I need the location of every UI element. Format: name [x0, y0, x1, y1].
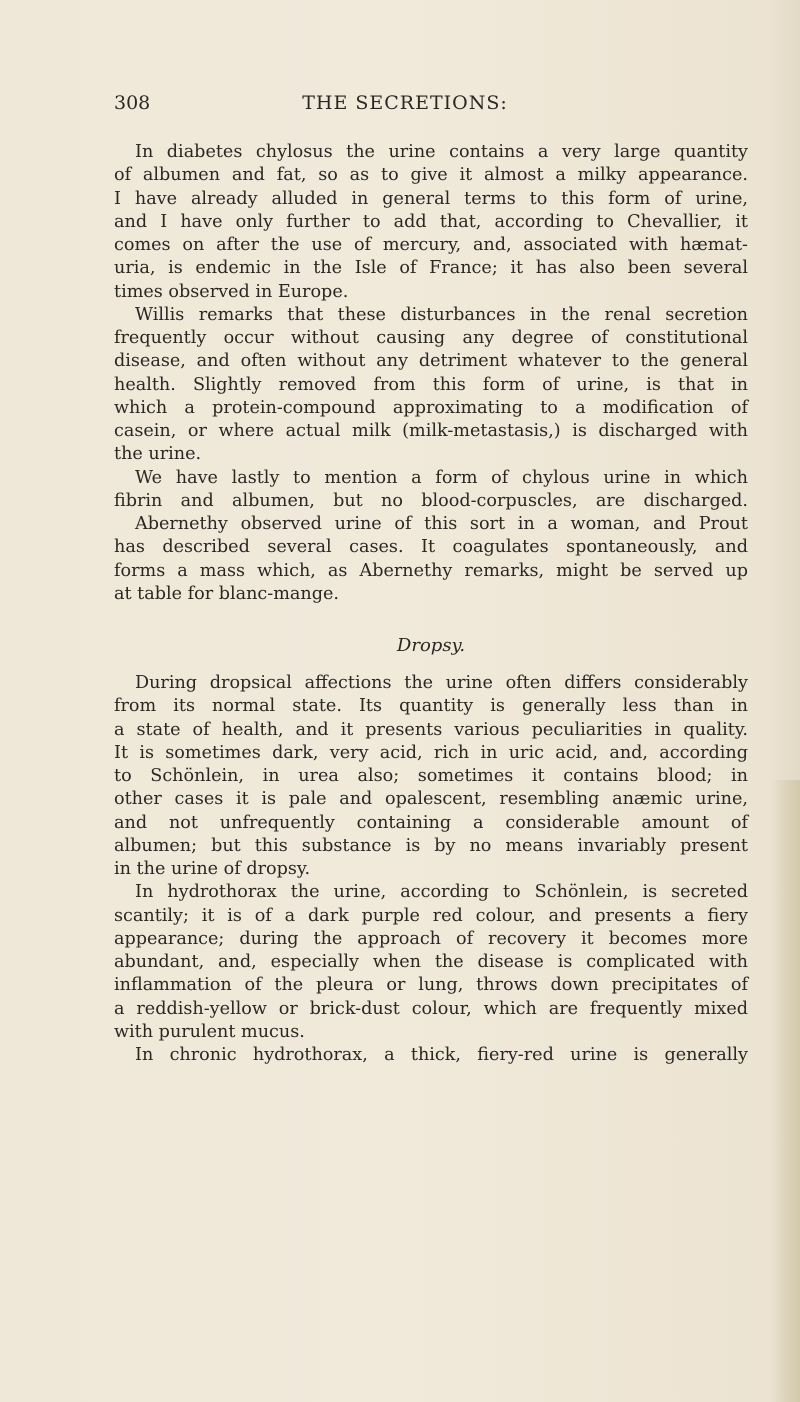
text-line: and I have only further to add that, according to Chevallier, it — [114, 211, 748, 232]
text-line: abundant, and, especially when the disease is complicated with — [114, 952, 748, 972]
text-line: Willis remarks that these disturbances in the renal secretion — [135, 304, 748, 325]
paragraph — [114, 1044, 748, 1067]
paragraph — [114, 467, 748, 607]
text-line: albumen; but this substance is by no means invariably present — [114, 835, 748, 856]
text-line: from its normal state. Its quantity is generally less than in — [114, 696, 748, 717]
text-line: times observed in Europe. — [114, 281, 349, 302]
text-line: In diabetes chylosus the urine contains a very large quantity — [135, 142, 748, 162]
text-line: inflammation of the pleura or lung, throws down precipitates of — [114, 975, 748, 996]
text-line: scantily; it is of a dark purple red colour, and presents a fiery — [114, 905, 748, 926]
text-line: forms a mass which, as Abernethy remarks, might be served up — [114, 560, 748, 581]
text-line: We have lastly to mention a form of chylous urine in which — [135, 467, 748, 488]
text-line: in the urine of dropsy. — [114, 859, 311, 879]
text-line: has described several cases. It coagulates spontaneously, and — [114, 537, 748, 558]
text-line: of albumen and fat, so as to give it almost a milky appearance. — [114, 165, 748, 186]
text-line: It is sometimes dark, very acid, rich in uric acid, and, according — [114, 742, 748, 763]
text-line: a state of health, and it presents various peculiarities in quality. — [114, 719, 748, 740]
text-line: fibrin and albumen, but no blood-corpuscles, are discharged. — [114, 490, 748, 511]
paragraph — [114, 672, 748, 881]
paragraph — [114, 304, 748, 467]
text-line: health. Slightly removed from this form of urine, is that in — [114, 374, 748, 395]
text-line: comes on after the use of mercury, and, associated with hæmat- — [114, 235, 748, 255]
text-line: with purulent mucus. — [114, 1021, 305, 1042]
paragraph — [114, 881, 748, 1044]
text-line: appearance; during the approach of recovery it becomes more — [114, 928, 748, 949]
page-edge-shadow — [770, 780, 800, 1402]
text-line: at table for blanc-mange. — [114, 583, 339, 604]
text-line: During dropsical affections the urine often differs considerably — [135, 673, 748, 693]
text-line: Abernethy observed urine of this sort in a woman, and Prout — [135, 514, 748, 534]
text-line: In chronic hydrothorax, a thick, fiery-red urine is generally — [135, 1045, 748, 1065]
text-line: frequently occur without causing any degree of constitutional — [114, 328, 748, 348]
text-line: casein, or where actual milk (milk-metastasis,) is discharged with — [114, 421, 748, 441]
page-body — [114, 141, 748, 1067]
text-line: I have already alluded in general terms to this form of urine, — [114, 188, 748, 209]
text-line: disease, and often without any detriment whatever to the general — [114, 351, 748, 372]
text-line: a reddish-yellow or brick-dust colour, which are frequently mixed — [114, 998, 748, 1019]
section-heading: Dropsy. — [396, 635, 466, 656]
text-line: other cases it is pale and opalescent, resembling anæmic urine, — [114, 789, 748, 810]
paragraph — [114, 141, 748, 304]
text-line: the urine. — [114, 444, 202, 465]
text-line: uria, is endemic in the Isle of France; it has also been several — [114, 258, 748, 279]
page-header — [114, 92, 696, 122]
page-number: 308 — [114, 92, 151, 114]
running-title: THE SECRETIONS: — [302, 92, 508, 114]
text-line: which a protein-compound approximating to a modification of — [114, 397, 748, 418]
text-line: and not unfrequently containing a considerable amount of — [114, 812, 748, 833]
text-line: to Schönlein, in urea also; sometimes it contains blood; in — [114, 766, 748, 786]
text-line: In hydrothorax the urine, according to Schönlein, is secreted — [135, 882, 748, 903]
